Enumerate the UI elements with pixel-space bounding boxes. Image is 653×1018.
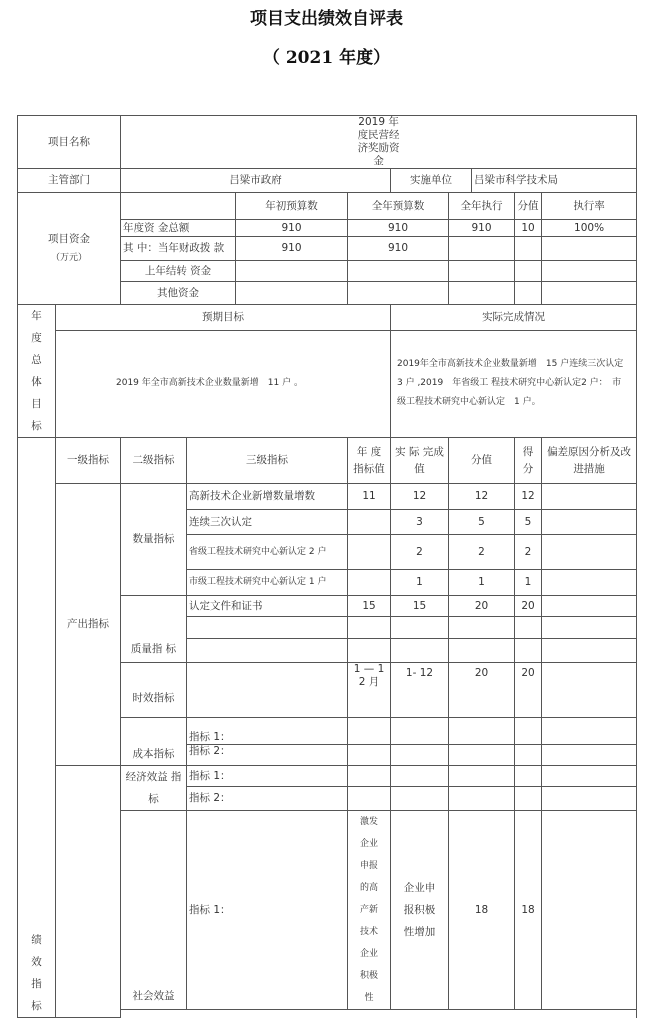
indicator-score bbox=[515, 718, 542, 745]
page-subtitle: （ 2021 年度） bbox=[262, 48, 391, 68]
funds-cell: 910 bbox=[449, 220, 515, 237]
indicator-reason bbox=[542, 596, 637, 617]
funds-cell: 10 bbox=[515, 220, 542, 237]
page-title: 项目支出绩效自评表 bbox=[250, 9, 403, 29]
indicator-target bbox=[348, 570, 391, 596]
impl-label: 实施单位 bbox=[391, 169, 472, 193]
indicator-weight bbox=[449, 718, 515, 745]
indicator-reason bbox=[542, 745, 637, 766]
indicator-target bbox=[348, 766, 391, 787]
header-target: 年 度 指标值 bbox=[348, 438, 391, 484]
indicator-weight: 20 bbox=[449, 596, 515, 617]
funds-row-label: 年度资 金总额 bbox=[121, 220, 236, 237]
indicator-target bbox=[348, 787, 391, 811]
expected-goal: 2019 年全市高新技术企业数量新增 11 户 。 bbox=[56, 330, 391, 437]
evaluation-table bbox=[17, 115, 637, 1018]
indicator-score bbox=[515, 745, 542, 766]
indicator-target bbox=[348, 718, 391, 745]
indicator-name bbox=[187, 617, 348, 639]
indicator-reason bbox=[542, 535, 637, 570]
header-weight: 分值 bbox=[449, 438, 515, 484]
indicator-weight: 2 bbox=[449, 535, 515, 570]
dept-label: 主管部门 bbox=[18, 169, 121, 193]
indicator-score: 2 bbox=[515, 535, 542, 570]
project-name-label: 项目名称 bbox=[18, 116, 121, 169]
indicator-name: 指标 1： bbox=[187, 811, 348, 1010]
funds-cell bbox=[348, 261, 449, 282]
header-reason: 偏差原因分析及改进措施 bbox=[542, 438, 637, 484]
dept-value: 吕梁市政府 bbox=[121, 169, 391, 193]
indicator-actual bbox=[391, 617, 449, 639]
funds-cell bbox=[236, 261, 348, 282]
indicator-target bbox=[348, 617, 391, 639]
funds-row-label: 上年结转 资金 bbox=[121, 261, 236, 282]
indicator-name: 指标 2： bbox=[187, 787, 348, 811]
funds-cell bbox=[236, 282, 348, 305]
quality-indicator-label: 质量指 标 bbox=[121, 596, 187, 663]
indicator-weight bbox=[449, 617, 515, 639]
indicator-reason bbox=[542, 811, 637, 1010]
indicator-score bbox=[515, 787, 542, 811]
funds-cell bbox=[542, 237, 637, 261]
indicator-name: 省级工程技术研究中心新认定 2 户 bbox=[187, 535, 348, 570]
indicator-reason bbox=[542, 766, 637, 787]
funds-cell: 100% bbox=[542, 220, 637, 237]
actual-goal: 2019年全市高新技术企业数量新增 15 户连续三次认定 3 户 ,2019 年省级工 程技术研究中心新认定2 户： 市级工程技术研究中心新认定 1 户。 bbox=[391, 330, 637, 437]
indicator-reason bbox=[542, 510, 637, 535]
project-name-value: 2019 年度民营经济奖励资金 bbox=[121, 116, 637, 169]
funds-cell bbox=[348, 282, 449, 305]
indicator-weight: 12 bbox=[449, 484, 515, 510]
indicator-target bbox=[348, 510, 391, 535]
indicator-target: 15 bbox=[348, 596, 391, 617]
effect-indicator-label bbox=[56, 766, 121, 1018]
indicator-reason bbox=[542, 570, 637, 596]
indicator-target: 激发企业申报的高产新技术企业积极性 bbox=[348, 811, 391, 1010]
economic-indicator-label: 经济效益 指标 bbox=[121, 766, 187, 811]
quantity-indicator-label: 数量指标 bbox=[121, 484, 187, 596]
funds-header-3: 分值 bbox=[515, 193, 542, 220]
indicator-score: 5 bbox=[515, 510, 542, 535]
indicator-score bbox=[515, 639, 542, 663]
funds-cell bbox=[515, 237, 542, 261]
header-actual: 实 际 完成值 bbox=[391, 438, 449, 484]
output-indicator-label: 产出指标 bbox=[56, 484, 121, 766]
indicator-actual: 12 bbox=[391, 484, 449, 510]
indicator-name: 认定文件和证书 bbox=[187, 596, 348, 617]
indicator-weight: 20 bbox=[449, 663, 515, 718]
indicator-actual: 1 bbox=[391, 570, 449, 596]
indicator-weight bbox=[449, 766, 515, 787]
indicator-target bbox=[348, 745, 391, 766]
indicator-name: 指标 2： bbox=[187, 745, 348, 766]
header-level3: 三级指标 bbox=[187, 438, 348, 484]
header-score: 得 分 bbox=[515, 438, 542, 484]
indicator-actual bbox=[391, 787, 449, 811]
funds-cell bbox=[449, 261, 515, 282]
indicator-score bbox=[515, 617, 542, 639]
funds-cell bbox=[515, 261, 542, 282]
indicator-actual bbox=[391, 766, 449, 787]
indicator-name bbox=[187, 639, 348, 663]
indicator-weight bbox=[449, 787, 515, 811]
indicator-target bbox=[348, 639, 391, 663]
indicator-actual: 15 bbox=[391, 596, 449, 617]
indicator-reason bbox=[542, 787, 637, 811]
indicator-actual: 3 bbox=[391, 510, 449, 535]
indicator-target: 11 bbox=[348, 484, 391, 510]
impl-value: 吕梁市科学技术局 bbox=[472, 169, 637, 193]
indicator-reason bbox=[542, 484, 637, 510]
indicator-weight bbox=[449, 745, 515, 766]
indicator-actual: 2 bbox=[391, 535, 449, 570]
indicator-target: 1 — 1 2 月 bbox=[348, 663, 391, 718]
indicator-actual bbox=[391, 718, 449, 745]
time-indicator-label: 时效指标 bbox=[121, 663, 187, 718]
indicator-score: 20 bbox=[515, 663, 542, 718]
social-indicator-label: 社会效益 bbox=[121, 811, 187, 1010]
indicator-name: 高新技术企业新增数量增数 bbox=[187, 484, 348, 510]
indicator-score: 12 bbox=[515, 484, 542, 510]
funds-row-label: 其 中：当年财政拨 款 bbox=[121, 237, 236, 261]
funds-cell bbox=[449, 282, 515, 305]
indicator-weight bbox=[449, 639, 515, 663]
indicator-score: 20 bbox=[515, 596, 542, 617]
funds-cell bbox=[542, 282, 637, 305]
funds-cell bbox=[449, 237, 515, 261]
indicator-name: 指标 1： bbox=[187, 766, 348, 787]
indicator-name: 连续三次认定 bbox=[187, 510, 348, 535]
funds-header-4: 执行率 bbox=[542, 193, 637, 220]
indicator-weight: 5 bbox=[449, 510, 515, 535]
actual-header: 实际完成情况 bbox=[391, 305, 637, 331]
indicator-score: 1 bbox=[515, 570, 542, 596]
funds-cell: 910 bbox=[348, 220, 449, 237]
indicator-score bbox=[515, 766, 542, 787]
funds-unit: （万元） bbox=[50, 252, 87, 263]
header-level2: 二级指标 bbox=[121, 438, 187, 484]
cost-indicator-label: 成本指标 bbox=[121, 718, 187, 766]
indicator-score: 18 bbox=[515, 811, 542, 1010]
indicator-actual bbox=[391, 745, 449, 766]
funds-label-text: 项目资金 bbox=[48, 232, 90, 245]
indicators-side-label: 绩效指标 bbox=[18, 438, 56, 1018]
funds-cell: 910 bbox=[348, 237, 449, 261]
funds-cell bbox=[542, 261, 637, 282]
indicator-reason bbox=[542, 663, 637, 718]
indicator-name: 市级工程技术研究中心新认定 1 户 bbox=[187, 570, 348, 596]
indicator-reason bbox=[542, 718, 637, 745]
goals-label: 年度总体目标 bbox=[18, 305, 56, 438]
funds-cell: 910 bbox=[236, 237, 348, 261]
indicator-reason bbox=[542, 617, 637, 639]
indicator-actual: 企业申报积极性增加 bbox=[391, 811, 449, 1010]
funds-header-empty bbox=[121, 193, 236, 220]
indicator-target bbox=[348, 535, 391, 570]
header-level1: 一级指标 bbox=[56, 438, 121, 484]
funds-header-0: 年初预算数 bbox=[236, 193, 348, 220]
expected-header: 预期目标 bbox=[56, 305, 391, 331]
indicator-reason bbox=[542, 639, 637, 663]
funds-row-label: 其他资金 bbox=[121, 282, 236, 305]
indicator-name bbox=[187, 663, 348, 718]
indicator-weight: 18 bbox=[449, 811, 515, 1010]
indicator-actual bbox=[391, 639, 449, 663]
funds-cell: 910 bbox=[236, 220, 348, 237]
indicator-name: 指标 1： bbox=[187, 718, 348, 745]
table-continuation bbox=[121, 1010, 637, 1018]
funds-cell bbox=[515, 282, 542, 305]
funds-header-2: 全年执行 bbox=[449, 193, 515, 220]
funds-header-1: 全年预算数 bbox=[348, 193, 449, 220]
indicator-weight: 1 bbox=[449, 570, 515, 596]
indicator-actual: 1- 12 bbox=[391, 663, 449, 718]
funds-label bbox=[18, 193, 121, 305]
